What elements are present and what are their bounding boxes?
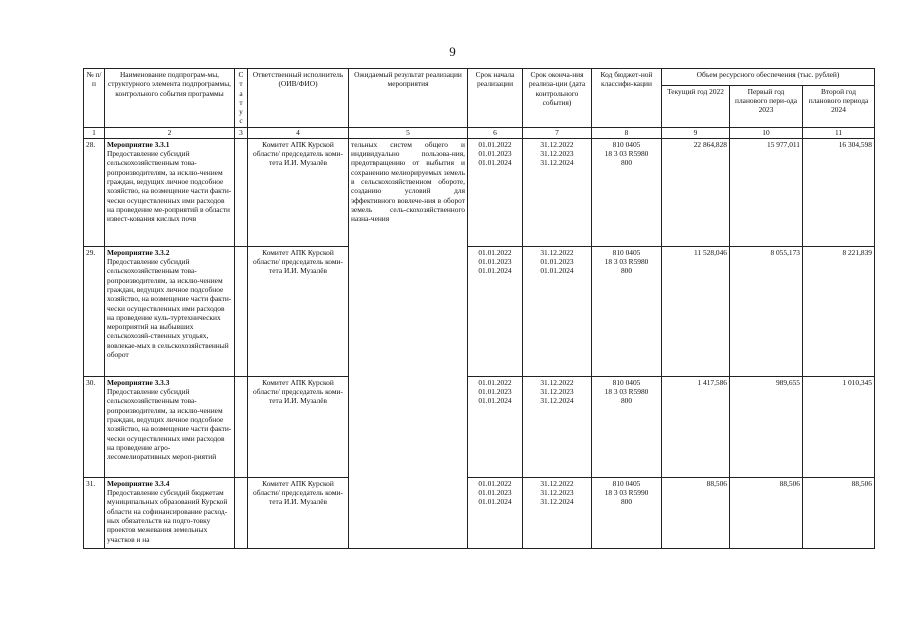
executor-cell: Комитет АПК Курской области/ председатель коми-тета И.И. Музалёв [248, 376, 349, 477]
header-first-year: Первый год планового пери-ода 2023 [730, 85, 803, 127]
table-row [84, 376, 875, 477]
start-dates-cell [468, 246, 523, 376]
amount-2023: 88,506 [730, 477, 803, 548]
activity-title: Мероприятие 3.3.4 [107, 478, 170, 488]
table-row [84, 138, 875, 246]
header-result: Ожидаемый результат реализации мероприятия [349, 69, 468, 128]
column-number: 4 [248, 127, 349, 138]
column-number: 8 [592, 127, 662, 138]
row-number: 30. [84, 376, 105, 477]
end-date: 31.12.2022 [540, 247, 574, 257]
start-date: 01.01.2022 [478, 478, 512, 488]
amount-2024: 16 304,598 [803, 138, 875, 246]
executor-cell: Комитет АПК Курской области/ председатель коми-тета И.И. Музалёв [248, 246, 349, 376]
budget-code-cell [592, 376, 662, 477]
column-number: 6 [468, 127, 523, 138]
activity-description: Предоставление субсидий бюджетам муниципальных образований Курской области на софинансирование расход-ных обязательств на подго-товку проектов межевания земельных участков и на [107, 488, 228, 544]
column-number: 7 [523, 127, 592, 138]
amount-2023: 8 055,173 [730, 246, 803, 376]
end-date: 31.12.2022 [540, 377, 574, 387]
column-number: 11 [803, 127, 875, 138]
end-date: 31.12.2024 [540, 158, 574, 168]
end-dates-cell [523, 477, 592, 548]
end-dates-cell [523, 376, 592, 477]
budget-code-line: 18 3 03 R5980 [604, 257, 649, 267]
start-date: 01.01.2022 [478, 139, 512, 149]
budget-code-line: 800 [620, 158, 633, 168]
end-date: 31.12.2023 [540, 488, 574, 498]
budget-code-line: 18 3 03 R5990 [604, 488, 649, 498]
amount-2023: 989,655 [730, 376, 803, 477]
end-date: 31.12.2024 [540, 497, 574, 507]
activity-cell [105, 376, 235, 477]
start-date: 01.01.2024 [478, 396, 512, 406]
column-number-row [84, 127, 875, 138]
status-cell [235, 138, 248, 246]
start-date: 01.01.2024 [478, 266, 512, 276]
budget-code-line: 800 [620, 497, 633, 507]
header-resources: Объем ресурсного обеспечения (тыс. рублей) [662, 69, 875, 86]
header-second-year: Второй год планового периода 2024 [803, 85, 875, 127]
activity-title: Мероприятие 3.3.1 [107, 139, 170, 149]
amount-2024: 1 010,345 [803, 376, 875, 477]
column-number: 1 [84, 127, 105, 138]
table-row [84, 246, 875, 376]
page-number: 9 [449, 44, 456, 59]
budget-code-line: 810 0405 [612, 377, 641, 387]
budget-code-cell [592, 477, 662, 548]
activity-cell [105, 138, 235, 246]
column-number: 10 [730, 127, 803, 138]
header-num: № п/п [84, 69, 105, 128]
column-number: 2 [105, 127, 235, 138]
end-date: 31.12.2023 [540, 387, 574, 397]
expected-result-cell: тельных систем общего и индивидуально пользова-ния, предотвращению от выбытия и сохранению мелиорируемых земель в сельскохозяйственном обороте, созданию условий для эффективного вовлече-ния в оборот земель сель-скохозяйственного назна-чения [349, 138, 468, 548]
start-date: 01.01.2022 [478, 377, 512, 387]
budget-code-line: 800 [620, 266, 633, 276]
end-date: 31.12.2023 [540, 149, 574, 159]
executor-cell: Комитет АПК Курской области/ председатель коми-тета И.И. Музалёв [248, 138, 349, 246]
program-activities-table [83, 68, 875, 549]
header-row [84, 69, 875, 86]
end-dates-cell [523, 246, 592, 376]
amount-2023: 15 977,011 [730, 138, 803, 246]
header-current-year: Текущий год 2022 [662, 85, 730, 127]
row-number: 31. [84, 477, 105, 548]
column-number: 5 [349, 127, 468, 138]
row-number: 29. [84, 246, 105, 376]
column-number: 3 [235, 127, 248, 138]
start-date: 01.01.2022 [478, 247, 512, 257]
amount-2022: 88,506 [662, 477, 730, 548]
header-name: Наименование подпрограм-мы, структурного элемента подпрограммы, контрольного события программы [105, 69, 235, 128]
end-date: 01.01.2024 [540, 266, 574, 276]
header-end: Срок оконча-ния реализа-ции (дата контрольного события) [523, 69, 592, 128]
start-dates-cell [468, 376, 523, 477]
table-row [84, 477, 875, 548]
activity-description: Предоставление субсидий сельскохозяйственным това-ропроизводителям, за исклю-чением граждан, ведущих личное подсобное хозяйство, на возмещение части факти-чески осуществленных ими расходов на проведение ме-роприятий в области извест-кования кислых почв [107, 149, 232, 224]
budget-code-line: 810 0405 [612, 478, 641, 488]
budget-code-line: 800 [620, 396, 633, 406]
budget-code-line: 18 3 03 R5980 [604, 149, 649, 159]
start-date: 01.01.2023 [478, 488, 512, 498]
start-date: 01.01.2024 [478, 158, 512, 168]
header-start: Срок начала реализации [468, 69, 523, 128]
status-cell [235, 246, 248, 376]
end-date: 01.01.2023 [540, 257, 574, 267]
amount-2022: 11 528,046 [662, 246, 730, 376]
amount-2022: 22 864,828 [662, 138, 730, 246]
end-date: 31.12.2024 [540, 396, 574, 406]
activity-title: Мероприятие 3.3.2 [107, 247, 170, 257]
header-code: Код бюджет-ной классифи-кации [592, 69, 662, 128]
start-date: 01.01.2023 [478, 257, 512, 267]
status-cell [235, 376, 248, 477]
budget-code-line: 810 0405 [612, 139, 641, 149]
amount-2022: 1 417,586 [662, 376, 730, 477]
column-number: 9 [662, 127, 730, 138]
activity-description: Предоставление субсидий сельскохозяйственным това-ропроизводителям, за исклю-чением граждан, ведущих личное подсобное хозяйство, на возмещение части факти-чески осуществленных ими расходов на проведение куль-туртехнических мероприятий на выбывших сельскохозяй-ственных угодьях, вовлекае-мых в сельскохозяйственный оборот [107, 257, 232, 360]
end-date: 31.12.2022 [540, 478, 574, 488]
start-dates-cell [468, 477, 523, 548]
budget-code-cell [592, 246, 662, 376]
status-cell [235, 477, 248, 548]
header-status: С т а т у с [235, 69, 248, 128]
start-date: 01.01.2024 [478, 497, 512, 507]
start-date: 01.01.2023 [478, 387, 512, 397]
end-date: 31.12.2022 [540, 139, 574, 149]
activity-description: Предоставление субсидий сельскохозяйственным това-ропроизводителям, за исклю-чением граждан, ведущих личное подсобное хозяйство, на возмещение части факти-чески осуществленных ими расходов на проведение агро-лесомелиоративных мероп-риятий [107, 387, 232, 462]
budget-code-line: 810 0405 [612, 247, 641, 257]
amount-2024: 8 221,839 [803, 246, 875, 376]
activity-cell [105, 477, 235, 548]
end-dates-cell [523, 138, 592, 246]
activity-cell [105, 246, 235, 376]
start-date: 01.01.2023 [478, 149, 512, 159]
amount-2024: 88,506 [803, 477, 875, 548]
executor-cell: Комитет АПК Курской области/ председатель коми-тета И.И. Музалёв [248, 477, 349, 548]
start-dates-cell [468, 138, 523, 246]
header-executor: Ответственный исполнитель (ОИВ/ФИО) [248, 69, 349, 128]
budget-code-cell [592, 138, 662, 246]
row-number: 28. [84, 138, 105, 246]
budget-code-line: 18 3 03 R5980 [604, 387, 649, 397]
activity-title: Мероприятие 3.3.3 [107, 377, 170, 387]
